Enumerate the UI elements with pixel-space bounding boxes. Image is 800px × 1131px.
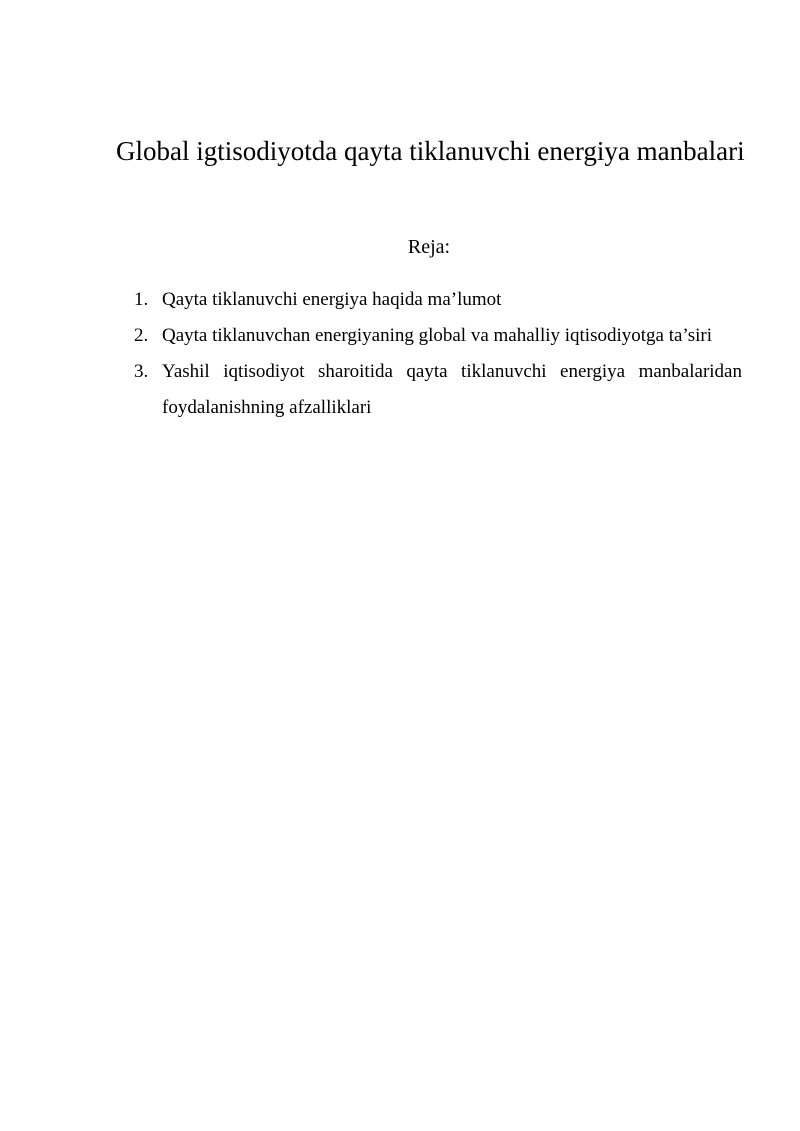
- plan-heading: Reja:: [407, 236, 451, 258]
- plan-list: [134, 282, 742, 426]
- plan-item-number: 2.: [134, 325, 149, 346]
- plan-item-text: Qayta tiklanuvchi energiya haqida ma’lumot: [162, 289, 502, 310]
- plan-item-3: [134, 354, 742, 426]
- plan-item-1: [134, 282, 742, 318]
- plan-item-text: Qayta tiklanuvchan energiyaning global va mahalliy iqtisodiyotga ta’siri: [162, 325, 712, 346]
- plan-item-number: 1.: [134, 289, 149, 310]
- plan-item-text: Yashil iqtisodiyot sharoitida qayta tiklanuvchi energiya manbalaridan foydalanishning afzalliklari: [162, 361, 742, 418]
- document-title: Global igtisodiyotda qayta tiklanuvchi energiya manbalari: [116, 136, 745, 166]
- plan-item-2: [134, 318, 742, 354]
- plan-item-number: 3.: [134, 361, 149, 382]
